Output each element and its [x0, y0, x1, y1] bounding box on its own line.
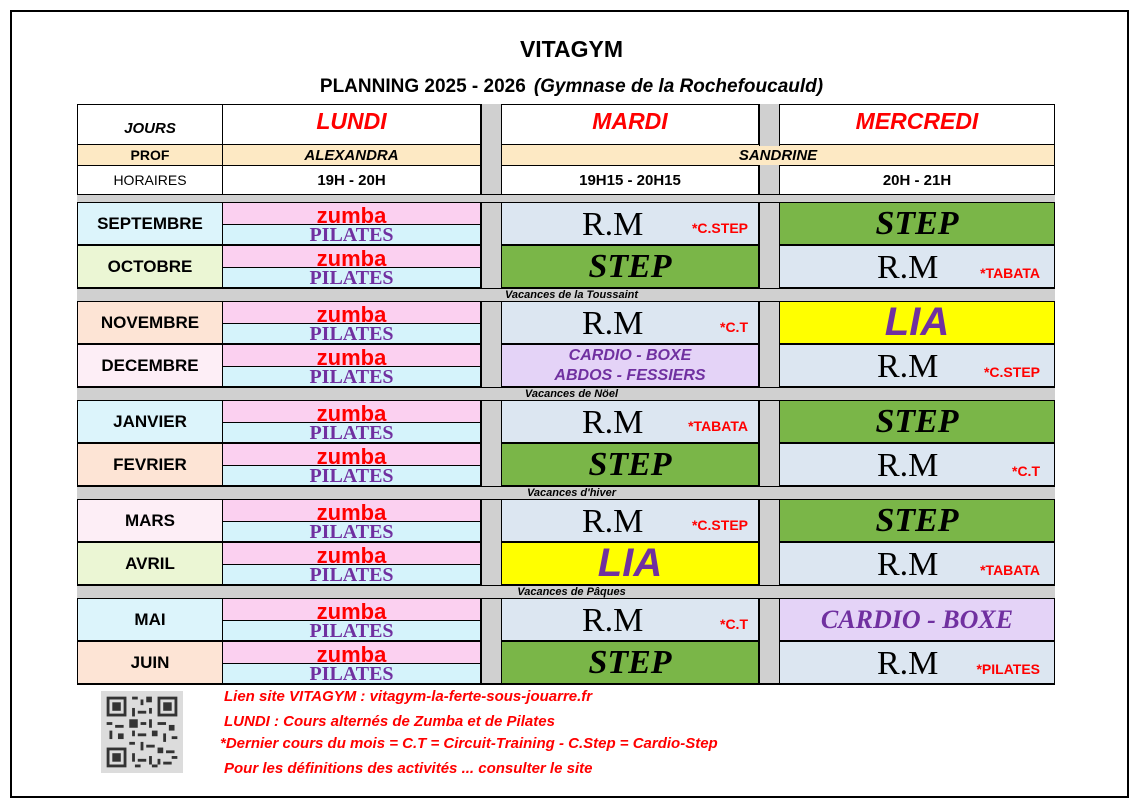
lundi-cell — [222, 499, 481, 542]
lundi-zumba-label: zumba — [316, 444, 387, 469]
mercredi-cell — [779, 301, 1055, 344]
mercredi-step-label: STEP — [875, 501, 959, 539]
mercredi-cell — [779, 245, 1055, 288]
header-day-mardi — [501, 104, 759, 145]
month-cell — [77, 400, 223, 443]
lundi-pilates-label: PILATES — [309, 521, 394, 542]
mercredi-step-label: STEP — [875, 402, 959, 440]
lundi-cell — [222, 641, 481, 684]
month-label: DECEMBRE — [101, 355, 199, 375]
lundi-zumba-label: zumba — [316, 203, 387, 228]
hours-mercredi: 20H - 21H — [882, 171, 952, 189]
mardi-cell — [501, 344, 759, 387]
mercredi-cell — [779, 344, 1055, 387]
separator-column-2 — [759, 104, 780, 146]
lundi-cell — [222, 301, 481, 344]
lundi-pilates-label: PILATES — [309, 620, 394, 641]
lundi-zumba-label: zumba — [316, 246, 387, 271]
mardi-rm-label: R.M — [582, 206, 644, 243]
prof-sandrine-cell — [501, 144, 1055, 166]
lundi-pilates-label: PILATES — [309, 465, 394, 486]
lundi-cell — [222, 443, 481, 486]
mardi-rm-note: *C.T — [720, 319, 748, 335]
mardi-rm-note: *TABATA — [688, 418, 748, 434]
hours-lundi: 19H - 20H — [317, 171, 386, 189]
mercredi-cell — [779, 443, 1055, 486]
month-cell — [77, 245, 223, 288]
mercredi-cell — [779, 499, 1055, 542]
mercredi-cell — [779, 598, 1055, 641]
lundi-zumba-label: zumba — [316, 543, 387, 568]
mardi-rm-note: *C.T — [720, 616, 748, 632]
footer-definitions-note: Pour les définitions des activités ... consulter le site — [224, 760, 593, 777]
month-label: FEVRIER — [113, 454, 187, 474]
page-subtitle — [0, 76, 1143, 98]
mardi-cell — [501, 499, 759, 542]
mardi-cell — [501, 400, 759, 443]
mercredi-rm-note: *PILATES — [976, 661, 1040, 677]
month-label: AVRIL — [125, 553, 175, 573]
mardi-rm-note: *C.STEP — [691, 517, 748, 533]
lundi-zumba-label: zumba — [316, 302, 387, 327]
month-cell — [77, 598, 223, 641]
mercredi-rm-note: *TABATA — [980, 562, 1040, 578]
month-cell — [77, 301, 223, 344]
mercredi-cardio-label: CARDIO - BOXE — [820, 604, 1014, 634]
footer-site-link[interactable]: Lien site VITAGYM : vitagym-la-ferte-sous-jouarre.fr — [224, 688, 593, 705]
horaires-label: HORAIRES — [113, 172, 187, 188]
lundi-cell — [222, 245, 481, 288]
month-label: NOVEMBRE — [100, 312, 200, 332]
lundi-zumba-label: zumba — [316, 401, 387, 426]
month-cell — [77, 641, 223, 684]
vacances-label: Vacances de la Toussaint — [504, 289, 639, 301]
month-cell — [77, 542, 223, 585]
mardi-cell — [501, 202, 759, 245]
separator-column-2-lower — [759, 165, 780, 684]
mercredi-cell — [779, 542, 1055, 585]
day-mercredi-label: MERCREDI — [855, 108, 979, 134]
mardi-cell — [501, 301, 759, 344]
lundi-zumba-label: zumba — [316, 599, 387, 624]
hours-lundi-cell — [222, 165, 481, 195]
mardi-cell — [501, 598, 759, 641]
vacances-label: Vacances d'hiver — [526, 487, 617, 499]
month-label: JANVIER — [113, 411, 187, 431]
vacances-label: Vacances de Pâques — [517, 586, 626, 598]
vacances-label: Vacances de Nöel — [524, 388, 619, 400]
mercredi-rm-note: *C.STEP — [983, 364, 1040, 380]
header-jours-cell — [77, 104, 223, 145]
month-cell — [77, 443, 223, 486]
mercredi-rm-label: R.M — [877, 348, 939, 385]
month-cell — [77, 344, 223, 387]
lundi-pilates-label: PILATES — [309, 323, 394, 344]
footer-legend: *Dernier cours du mois = C.T = Circuit-Training - C.Step = Cardio-Step — [220, 735, 718, 752]
lundi-zumba-label: zumba — [316, 345, 387, 370]
mardi-cell — [501, 245, 759, 288]
mardi-step-label: STEP — [588, 247, 672, 285]
lundi-pilates-label: PILATES — [309, 366, 394, 387]
mardi-rm-label: R.M — [582, 404, 644, 441]
mercredi-cell — [779, 202, 1055, 245]
mardi-lia-label: LIA — [597, 542, 663, 585]
hours-mardi: 19H15 - 20H15 — [579, 171, 681, 189]
month-cell — [77, 499, 223, 542]
month-label: MARS — [124, 510, 176, 530]
mardi-cell — [501, 443, 759, 486]
day-mardi-label: MARDI — [592, 108, 668, 134]
header-prof-cell — [77, 144, 223, 166]
mercredi-rm-label: R.M — [877, 645, 939, 682]
header-day-mercredi — [779, 104, 1055, 145]
lundi-pilates-label: PILATES — [309, 422, 394, 443]
mardi-step-label: STEP — [588, 445, 672, 483]
prof-alexandra-cell — [222, 144, 481, 166]
mercredi-lia-label: LIA — [884, 301, 950, 344]
prof-sandrine: SANDRINE — [738, 146, 818, 164]
lundi-cell — [222, 400, 481, 443]
mercredi-rm-note: *C.T — [1012, 463, 1040, 479]
subtitle-location: (Gymnase de la Rochefoucauld) — [533, 76, 824, 97]
mardi-cardio-line1: CARDIO - BOXE — [568, 346, 692, 364]
header-day-lundi — [222, 104, 481, 145]
qr-code-graphic — [101, 691, 183, 773]
lundi-zumba-label: zumba — [316, 500, 387, 525]
mercredi-rm-note: *TABATA — [980, 265, 1040, 281]
hours-mardi-cell — [501, 165, 759, 195]
subtitle-main: PLANNING 2025 - 2026 — [319, 76, 526, 97]
mardi-cell — [501, 641, 759, 684]
prof-label: PROF — [130, 147, 170, 163]
prof-alexandra: ALEXANDRA — [304, 146, 399, 164]
lundi-cell — [222, 542, 481, 585]
lundi-zumba-label: zumba — [316, 642, 387, 667]
mardi-rm-label: R.M — [582, 602, 644, 639]
mercredi-rm-label: R.M — [877, 447, 939, 484]
mardi-rm-note: *C.STEP — [691, 220, 748, 236]
qr-code-icon[interactable] — [101, 691, 183, 773]
month-label: SEPTEMBRE — [97, 213, 203, 233]
mardi-step-label: STEP — [588, 643, 672, 681]
mardi-cardio-text — [554, 346, 705, 386]
lundi-cell — [222, 202, 481, 245]
mercredi-rm-label: R.M — [877, 249, 939, 286]
footer-lundi-note: LUNDI : Cours alternés de Zumba et de Pilates — [224, 713, 555, 730]
lundi-cell — [222, 598, 481, 641]
header-horaires-cell — [77, 165, 223, 195]
mercredi-cell — [779, 400, 1055, 443]
lundi-pilates-label: PILATES — [309, 224, 394, 245]
lundi-cell — [222, 344, 481, 387]
mardi-cardio-line2: ABDOS - FESSIERS — [554, 366, 706, 384]
mercredi-step-label: STEP — [875, 204, 959, 242]
lundi-pilates-label: PILATES — [309, 267, 394, 288]
mercredi-rm-label: R.M — [877, 546, 939, 583]
month-label: MAI — [134, 609, 166, 629]
mercredi-cell — [779, 641, 1055, 684]
mardi-rm-label: R.M — [582, 305, 644, 342]
mardi-cell — [501, 542, 759, 585]
mardi-rm-label: R.M — [582, 503, 644, 540]
month-cell — [77, 202, 223, 245]
jours-label: JOURS — [124, 120, 176, 137]
lundi-pilates-label: PILATES — [309, 564, 394, 585]
day-lundi-label: LUNDI — [316, 108, 387, 134]
month-label: JUIN — [130, 652, 170, 672]
page-title: VITAGYM — [519, 36, 624, 62]
month-label: OCTOBRE — [107, 256, 193, 276]
lundi-pilates-label: PILATES — [309, 663, 394, 684]
hours-mercredi-cell — [779, 165, 1055, 195]
